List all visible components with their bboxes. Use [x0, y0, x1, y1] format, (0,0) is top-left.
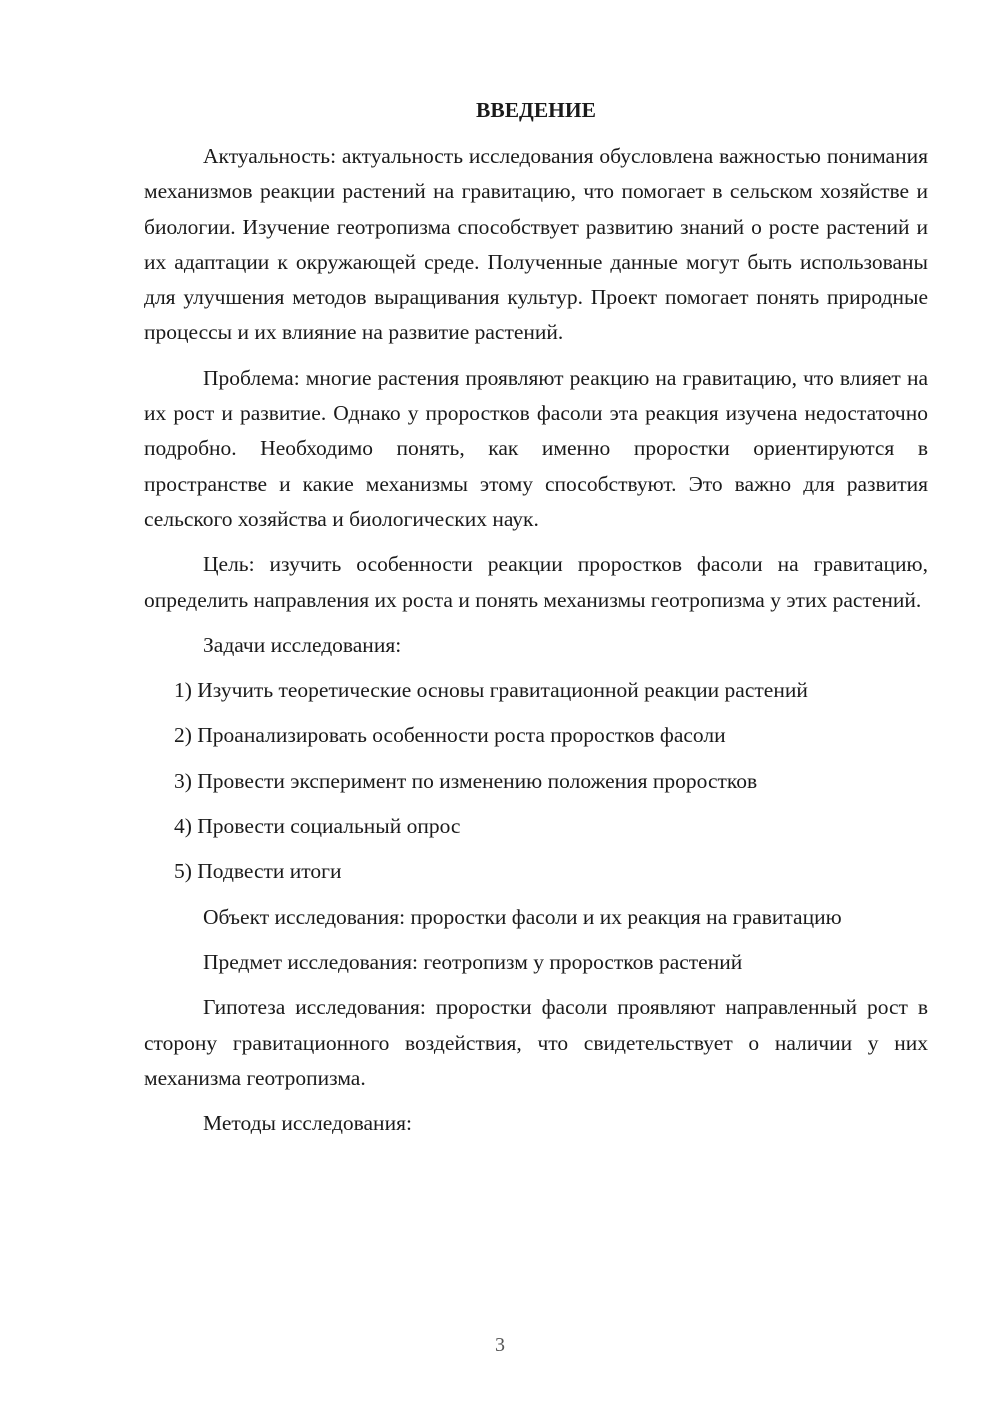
document-page [144, 95, 928, 1151]
object-paragraph: Объект исследования: проростки фасоли и их реакция на гравитацию [203, 904, 842, 929]
task-item: 1) Изучить теоретические основы гравитационной реакции растений [174, 678, 808, 703]
section-heading: ВВЕДЕНИЕ [476, 98, 596, 122]
task-item: 2) Проанализировать особенности роста проростков фасоли [174, 723, 726, 748]
hypothesis-paragraph: Гипотеза исследования: проростки фасоли проявляют направленный рост в сторону гравитационного воздействия, что свидетельствует о наличии у них механизма геотропизма. [144, 995, 928, 1090]
task-item: 3) Провести эксперимент по изменению положения проростков [174, 768, 758, 793]
relevance-paragraph: Актуальность: актуальность исследования обусловлена важностью понимания механизмов реакции растений на гравитацию, что помогает в сельском хозяйстве и биологии. Изучение геотропизма способствует развитию знаний о росте растений и их адаптации к окружающей среде. Полученные данные могут быть использованы для улучшения методов выращивания культур. Проект помогает понять природные процессы и их влияние на развитие растений. [144, 144, 928, 345]
tasks-list [144, 673, 928, 889]
tasks-title: Задачи исследования: [203, 632, 402, 657]
task-item: 4) Провести социальный опрос [174, 814, 461, 839]
problem-paragraph: Проблема: многие растения проявляют реакцию на гравитацию, что влияет на их рост и развитие. Однако у проростков фасоли эта реакция изучена недостаточно подробно. Необходимо понять, как именно проростки ориентируются в пространстве и какие механизмы этому способствуют. Это важно для развития сельского хозяйства и биологических наук. [144, 365, 928, 531]
page-number: 3 [495, 1334, 505, 1356]
task-item: 5) Подвести итоги [174, 859, 342, 884]
methods-paragraph: Методы исследования: [203, 1111, 412, 1136]
goal-paragraph: Цель: изучить особенности реакции проростков фасоли на гравитацию, определить направления их роста и понять механизмы геотропизма у этих растений. [144, 552, 928, 612]
subject-paragraph: Предмет исследования: геотропизм у проростков растений [203, 949, 743, 974]
